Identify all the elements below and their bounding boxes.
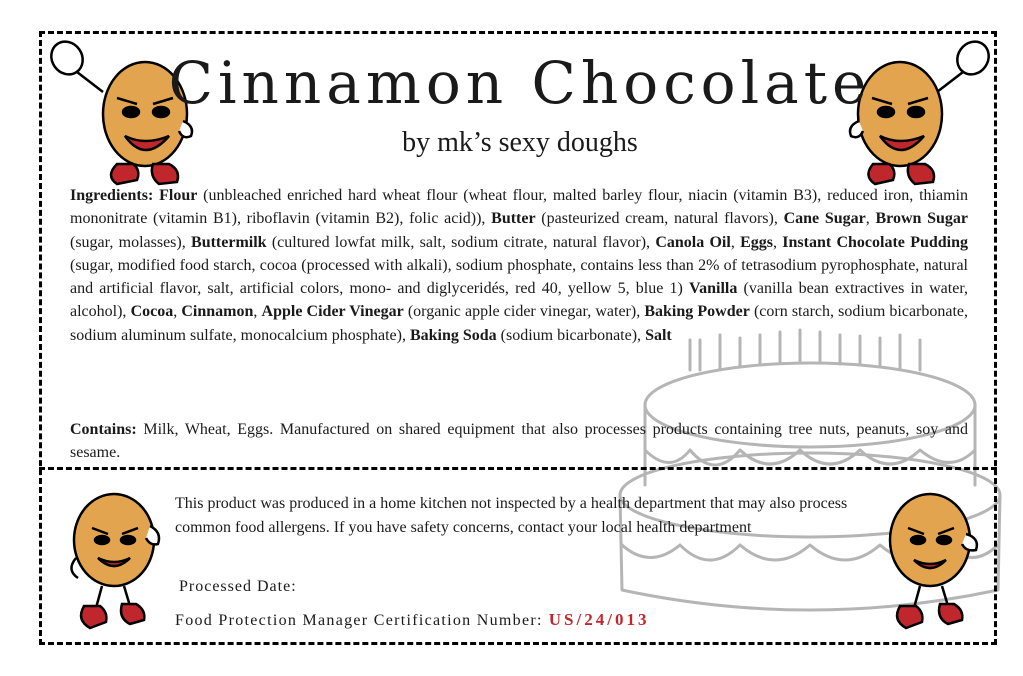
- ingredient-separator: ,: [865, 210, 876, 228]
- ingredient-separator: ,: [253, 303, 262, 321]
- contains-label: Contains:: [70, 421, 137, 438]
- ingredient-name: Brown Sugar: [875, 210, 969, 228]
- ingredient-detail: (cultured lowfat milk, salt, sodium citrate, natural flavor),: [266, 233, 656, 251]
- ingredient-separator: ,: [730, 233, 741, 251]
- ingredient-name: Apple Cider Vinegar: [261, 303, 404, 321]
- product-title: Cinnamon Chocolate: [168, 49, 872, 117]
- ingredient-name: Baking Powder: [644, 303, 750, 321]
- contains-text: Milk, Wheat, Eggs. Manufactured on shared equipment that also processes products containing tree nuts, peanuts, soy and sesame.: [70, 421, 968, 462]
- brand-subtitle: by mk’s sexy doughs: [402, 127, 638, 158]
- ingredient-detail: (sodium bicarbonate),: [496, 326, 646, 344]
- ingredient-detail: (sugar, modified food starch, cocoa (processed with alkali), sodium phosphate, contains less than 2% of tetrasodium pyrophosphate, natural and artificial flavor, salt, artificial colors, mono- and diglyceridés, red 40, yellow 5, blue 1): [70, 256, 968, 298]
- certification-number: US/24/013: [548, 610, 650, 629]
- ingredient-detail: (sugar, molasses),: [70, 233, 192, 251]
- ingredient-name: Instant Chocolate Pudding: [782, 233, 969, 251]
- ingredient-name: Flour: [159, 187, 198, 204]
- ingredient-separator: ,: [773, 233, 783, 251]
- ingredient-detail: (unbleached enriched hard wheat flour (wheat flour, malted barley flour, niacin (vitamin B3), reduced iron, thiamin mononitrate (vitamin B1), riboflavin (vitamin B2), folic acid)),: [70, 187, 968, 228]
- ingredient-name: Buttermilk: [191, 233, 267, 251]
- ingredient-name: Cocoa: [130, 303, 174, 321]
- allergen-statement: [70, 418, 968, 465]
- ingredient-separator: ,: [173, 303, 182, 321]
- certification-line: [175, 610, 649, 630]
- ingredient-name: Butter: [491, 210, 536, 228]
- ingredients-list: [70, 184, 968, 347]
- ingredient-detail: (organic apple cider vinegar, water),: [403, 303, 645, 321]
- cookie-mascot-icon: [62, 488, 167, 636]
- ingredient-name: Cinnamon: [181, 303, 254, 321]
- ingredient-detail: (vanilla bean extractives in water, alcohol),: [70, 280, 969, 321]
- section-divider: [39, 467, 997, 470]
- cookie-mascot-icon: [872, 488, 984, 636]
- ingredient-name: Vanilla: [689, 280, 738, 298]
- ingredient-detail: (pasteurized cream, natural flavors),: [535, 210, 784, 228]
- ingredient-name: Canola Oil: [655, 233, 731, 251]
- ingredient-name: Cane Sugar: [783, 210, 866, 228]
- ingredient-detail: (corn starch, sodium bicarbonate, sodium aluminum sulfate, monocalcium phosphate),: [70, 303, 969, 344]
- ingredient-name: Baking Soda: [409, 326, 497, 344]
- processed-date-label: Processed Date:: [179, 578, 297, 595]
- home-kitchen-notice: This product was produced in a home kitchen not inspected by a health department that may also process common food allergens. If you have safety concerns, contact your local health department: [175, 495, 848, 536]
- certification-label: Food Protection Manager Certification Number:: [175, 612, 543, 629]
- ingredient-name: Salt: [645, 326, 672, 344]
- ingredients-label: Ingredients:: [70, 187, 154, 204]
- ingredient-name: Eggs: [740, 233, 774, 251]
